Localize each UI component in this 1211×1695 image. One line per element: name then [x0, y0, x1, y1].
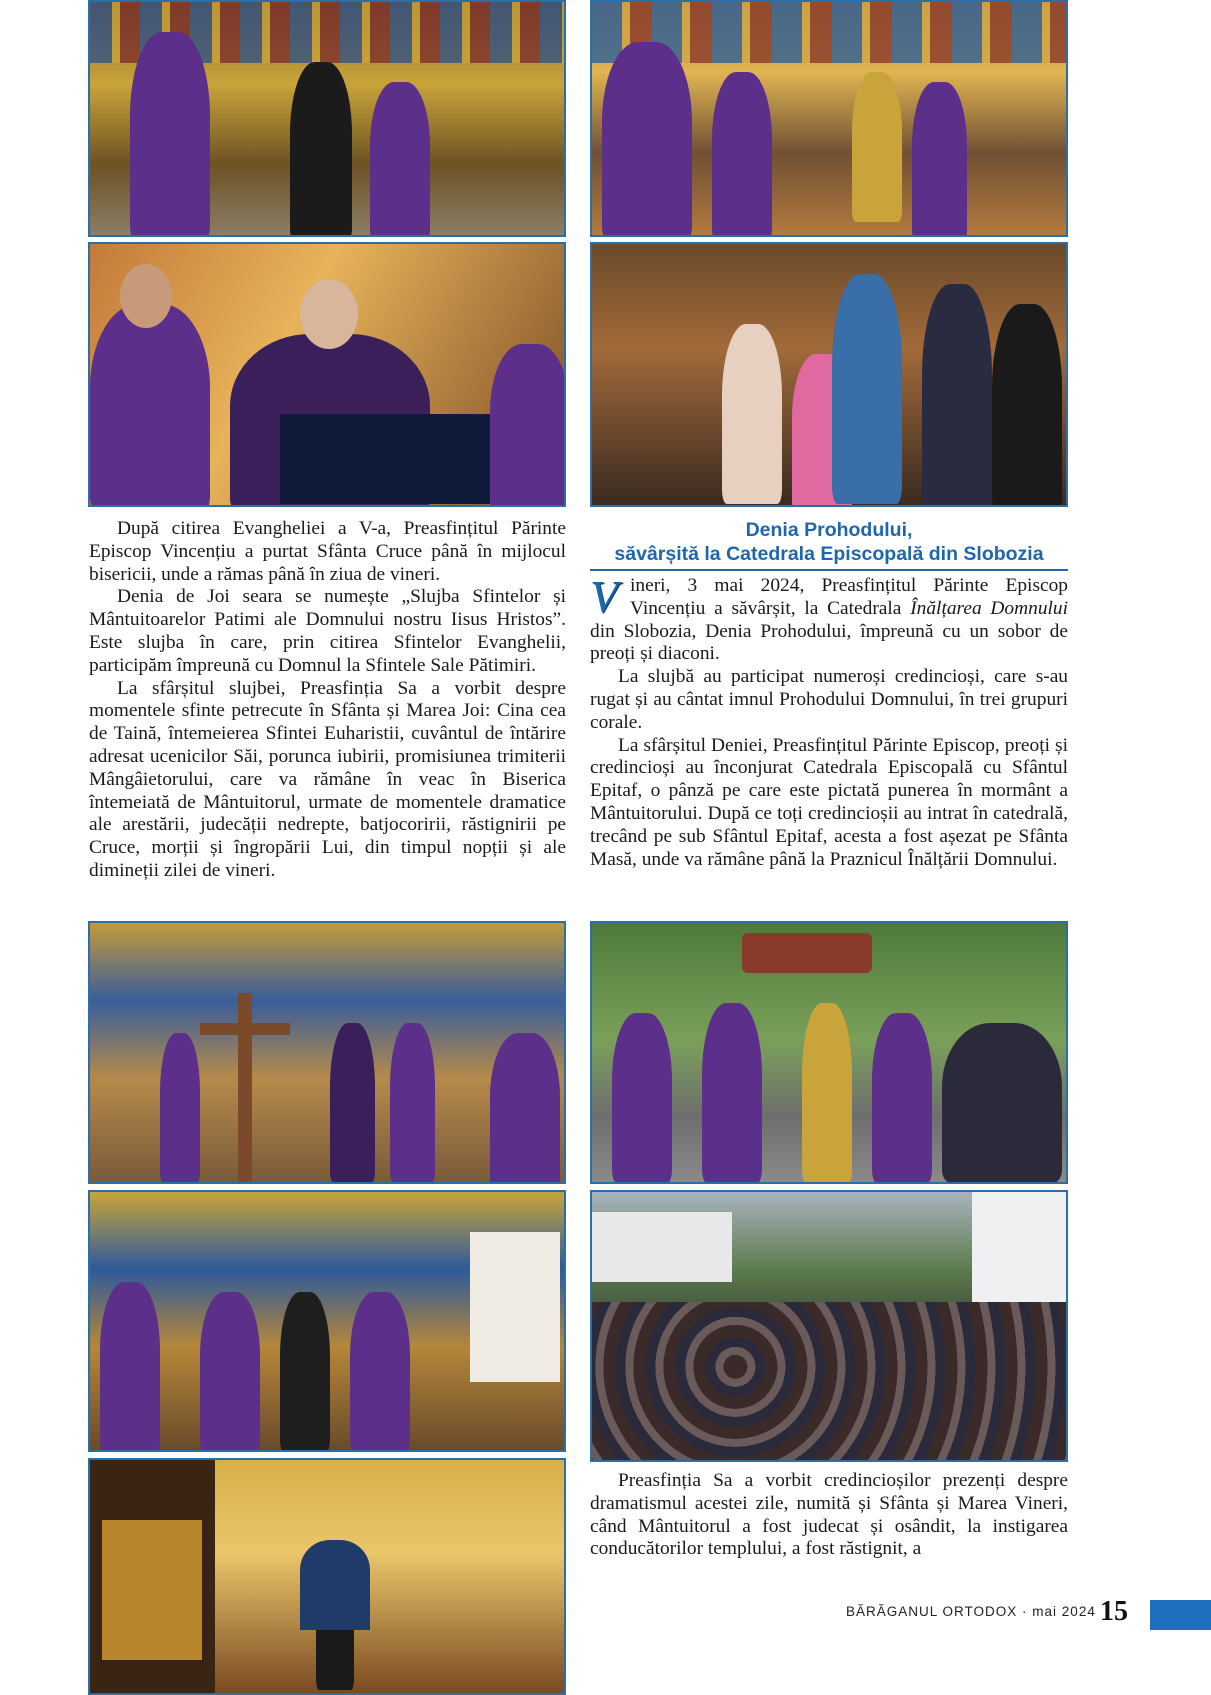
- page-number: 15: [1100, 1596, 1128, 1627]
- left-column-text: [89, 518, 566, 883]
- lead-paragraph: [590, 571, 1068, 666]
- photo-cross-in-nave: [88, 921, 566, 1184]
- paragraph: Denia de Joi seara se numește „Slujba Sfintelor și Mântuitoarelor Patimi ale Domnului nostru Iisus Hristos”. Este slujba în care, prin citirea Sfintelor Evanghelii, participăm împreună cu Domnul la Sfintele Sale Pătimiri.: [89, 586, 566, 676]
- right-column-text: [590, 571, 1068, 871]
- photo-bishop-reading-gospel: [88, 242, 566, 507]
- paragraph: După citirea Evangheliei a V-a, Preasfințitul Părinte Episcop Vincențiu a purtat Sfânta Cruce până în mijlocul bisericii, unde a rămas până în ziua de vineri.: [89, 518, 566, 585]
- dropcap-letter: V: [590, 571, 619, 622]
- paragraph: Preasfinția Sa a vorbit credincioșilor prezenți despre dramatismul acestei zile, numită și Sfânta și Marea Vineri, când Mântuitorul a fost judecat și osândit, la instigarea conducătorilor templului, a fost răstignit, a: [590, 1470, 1068, 1560]
- lead-italic: Înălțarea Domnului: [910, 597, 1068, 619]
- photo-bishop-iconostasis-golden: [88, 1458, 566, 1695]
- footer-accent-bar: [1150, 1600, 1211, 1630]
- photo-deacons-reading: [590, 0, 1068, 237]
- photo-children-with-candles: [590, 242, 1068, 507]
- article-heading: [590, 518, 1068, 571]
- photo-clergy-iconostasis: [88, 0, 566, 237]
- footer-publication: [846, 1604, 1096, 1619]
- paragraph: La sfârșitul slujbei, Preasfinția Sa a vorbit despre momentele sfinte petrecute în Sfânta și Marea Joi: Cina cea de Taină, întemeierea Sfintei Euharistii, cuvântul de întărire adresat ucenicilor Săi, porunca iubirii, promisiunea trimiterii Mângâietorului, care va rămâne în veac în Biserica întemeiată de Mântuitorul, urmate de momentele dramatice ale arestării, judecății nedrepte, batjocoririi, răstignirii pe Cruce, morții și îngropării Lui, din timpul nopții și ale dimineții zilei de vineri.: [89, 677, 566, 881]
- lead-text: ineri, 3 mai 2024, Preasfințitul Părinte Episcop Vincențiu a săvârșit, la Catedrala: [630, 575, 1068, 619]
- photo-procession-with-epitaph: [590, 921, 1068, 1184]
- paragraph: La slujbă au participat numeroși credincioși, care s-au rugat și au cântat imnul Prohodului Domnului, în trei grupuri corale.: [590, 666, 1068, 733]
- heading-line: săvârșită la Catedrala Episcopală din Slobozia: [614, 543, 1044, 565]
- publication-title: BĂRĂGANUL ORTODOX: [846, 1604, 1018, 1619]
- closing-text: [590, 1470, 1068, 1561]
- issue-date: · mai 2024: [1017, 1604, 1096, 1619]
- photo-clergy-before-altar: [88, 1190, 566, 1452]
- heading-line: Denia Prohodului,: [745, 519, 913, 541]
- photo-crowd-outside-cathedral: [590, 1190, 1068, 1462]
- paragraph: La sfârșitul Deniei, Preasfințitul Părinte Episcop, preoți și credincioși au înconjurat Catedrala Episcopală cu Sfântul Epitaf, o pânză pe care este pictată punerea în mormânt a Mântuitorului. După ce toți credincioșii au intrat în catedrală, trecând pe sub Sfântul Epitaf, acesta a fost așezat pe Sfânta Masă, unde va rămâne până la Praznicul Înălțării Domnului.: [590, 734, 1068, 870]
- lead-text-end: din Slobozia, Denia Prohodului, împreună cu un sobor de preoți și diaconi.: [590, 620, 1068, 665]
